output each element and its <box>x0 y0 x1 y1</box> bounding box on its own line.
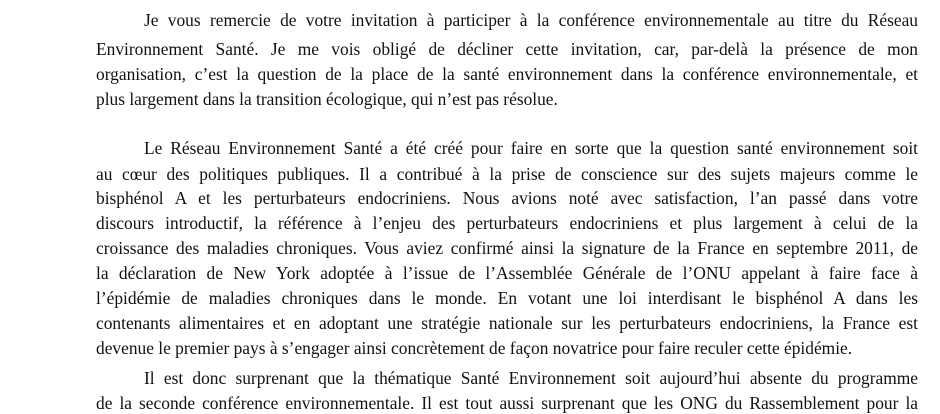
paragraph-1-line-2: Environnement Santé. Je me vois obligé de décliner cette invitation, car, par-delà la présence de mon <box>96 39 918 59</box>
paragraph-1-line-1: Je vous remercie de votre invitation à participer à la conférence environnementale au titre du Réseau <box>144 10 918 30</box>
paragraph-2-line-1: Le Réseau Environnement Santé a été créé pour faire en sorte que la question santé environnement soit <box>144 138 918 158</box>
paragraph-2-line-5: croissance des maladies chroniques. Vous aviez confirmé ainsi la signature de la France en septembre 2011, de <box>96 238 918 258</box>
paragraph-3-line-2: de la seconde conférence environnementale. Il est tout aussi surprenant que les ONG du Rassemblement pour la <box>96 393 918 413</box>
paragraph-2-line-2: au cœur des politiques publiques. Il a contribué à la prise de conscience sur des sujets majeurs comme le <box>96 164 918 184</box>
paragraph-2-line-3: bisphénol A et les perturbateurs endocriniens. Nous avions noté avec satisfaction, l’an passé dans votre <box>96 188 918 208</box>
paragraph-3-line-1: Il est donc surprenant que la thématique Santé Environnement soit aujourd’hui absente du programme <box>144 368 918 388</box>
paragraph-2-line-4: discours introductif, la référence à l’enjeu des perturbateurs endocriniens et plus largement à celui de la <box>96 213 918 233</box>
paragraph-1-line-4: plus largement dans la transition écologique, qui n’est pas résolue. <box>96 89 558 109</box>
paragraph-1-line-3: organisation, c’est la question de la place de la santé environnement dans la conférence environnementale, et <box>96 64 918 84</box>
paragraph-2-line-8: contenants alimentaires et en adoptant une stratégie nationale sur les perturbateurs endocriniens, la France est <box>96 313 918 333</box>
paragraph-2-line-6: la déclaration de New York adoptée à l’issue de l’Assemblée Générale de l’ONU appelant à faire face à <box>96 263 918 283</box>
paragraph-2-line-9: devenue le premier pays à s’engager ainsi concrètement de façon novatrice pour faire reculer cette épidémie. <box>96 338 853 358</box>
paragraph-2-line-7: l’épidémie de maladies chroniques dans le monde. En votant une loi interdisant le bisphénol A dans les <box>96 288 918 308</box>
